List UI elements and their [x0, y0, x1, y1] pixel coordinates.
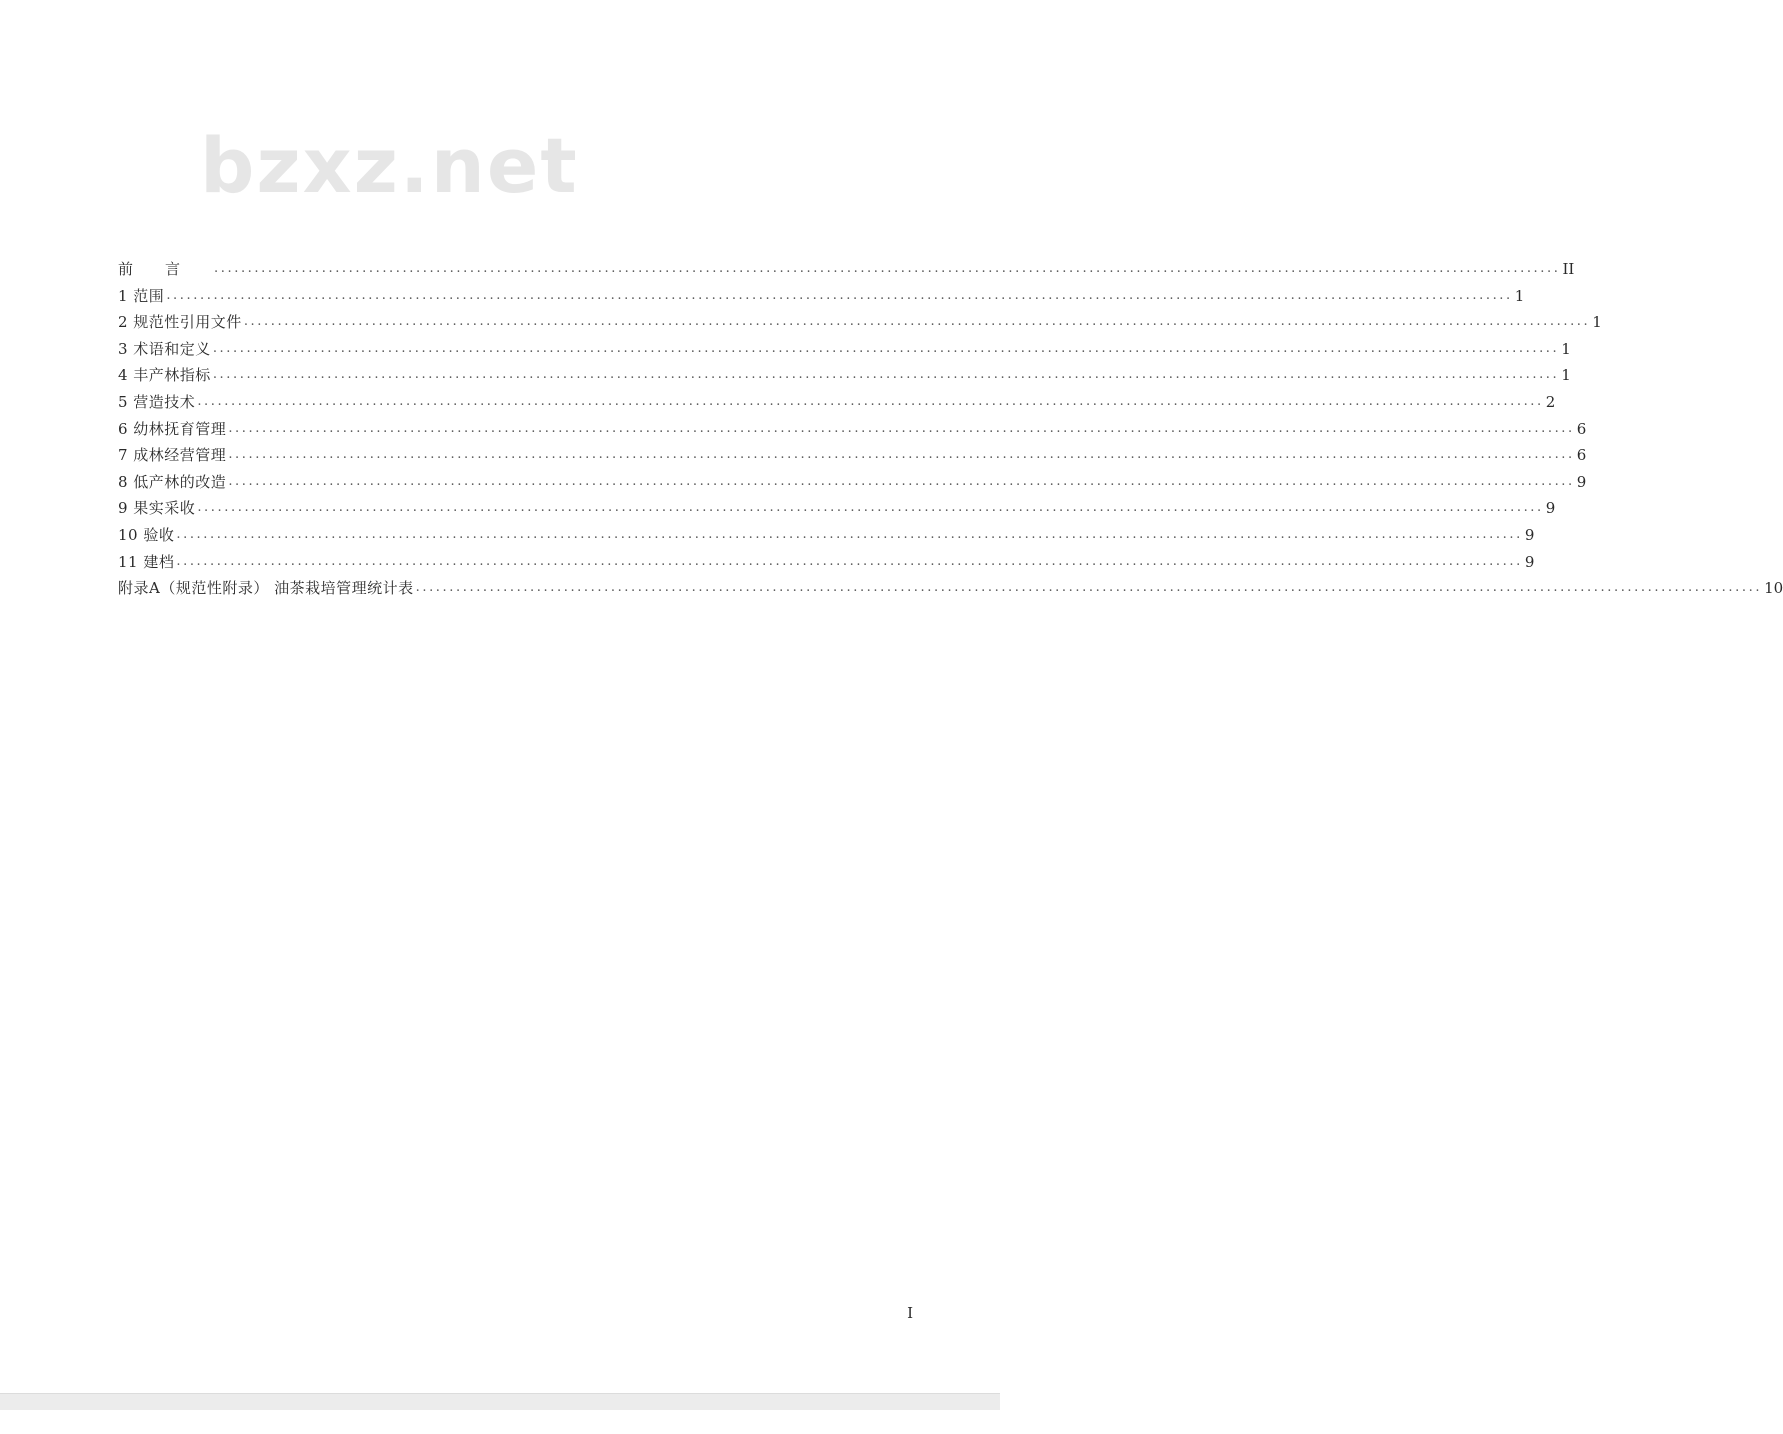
toc-leader-dots: ........................................................................................................................................................................................................ [214, 261, 1561, 276]
toc-entry-page: 9 [1524, 552, 1535, 571]
toc-leader-dots: ........................................................................................................................................................................................................ [197, 500, 1544, 516]
toc-entry-page: 1 [1514, 286, 1525, 305]
toc-entry-page: 6 [1576, 446, 1587, 465]
toc-entry-3[interactable] [118, 336, 1571, 363]
toc-entry-label: 3 术语和定义 [118, 339, 211, 358]
toc-entry-7[interactable] [118, 442, 1587, 469]
toc-entry-1[interactable] [118, 283, 1525, 310]
toc-entry-11[interactable] [118, 549, 1535, 576]
toc-leader-dots: ........................................................................................................................................................................................................ [212, 340, 1560, 356]
toc-entry-9[interactable] [118, 495, 1556, 522]
toc-entry-label: 5 营造技术 [118, 392, 196, 411]
toc-entry-label: 11 建档 [118, 552, 175, 571]
toc-entry-5[interactable] [118, 389, 1556, 416]
page-number: I [907, 1304, 913, 1322]
toc-leader-dots: ........................................................................................................................................................................................................ [228, 420, 1575, 436]
toc-entry-2[interactable] [118, 309, 1602, 336]
toc-entry-label: 4 丰产林指标 [118, 366, 211, 385]
toc-leader-dots: ........................................................................................................................................................................................................ [228, 447, 1575, 463]
watermark: bzxz.net [200, 121, 579, 210]
toc-entry-page: 6 [1576, 419, 1587, 438]
toc-leader-dots: ........................................................................................................................................................................................................ [212, 367, 1560, 383]
toc-entry-label: 2 规范性引用文件 [118, 313, 242, 332]
toc-entry-label: 1 范围 [118, 286, 165, 305]
toc-entry-10[interactable] [118, 522, 1535, 549]
toc-entry-label: 前言 [118, 260, 213, 278]
table-of-contents [118, 256, 1783, 602]
toc-entry-page: 1 [1561, 366, 1571, 385]
toc-entry-page: 9 [1576, 472, 1587, 491]
toc-entry-label: 附录A（规范性附录） 油茶栽培管理统计表 [118, 579, 414, 598]
toc-leader-dots: ........................................................................................................................................................................................................ [415, 580, 1763, 596]
toc-leader-dots: ........................................................................................................................................................................................................ [228, 473, 1575, 489]
toc-entry-label: 8 低产林的改造 [118, 472, 227, 491]
toc-entry-page: II [1562, 260, 1575, 278]
toc-entry-8[interactable] [118, 469, 1587, 496]
toc-entry-label: 10 验收 [118, 525, 175, 544]
toc-entry-label: 6 幼林抚育管理 [118, 419, 227, 438]
toc-leader-dots: ........................................................................................................................................................................................................ [243, 314, 1591, 330]
toc-entry-page: 9 [1545, 499, 1556, 518]
toc-leader-dots: ........................................................................................................................................................................................................ [197, 393, 1544, 409]
toc-entry-page: 10 [1764, 579, 1783, 598]
toc-entry-4[interactable] [118, 362, 1571, 389]
toc-leader-dots: ........................................................................................................................................................................................................ [176, 553, 1523, 569]
toc-entry-page: 9 [1524, 525, 1535, 544]
toc-leader-dots: ........................................................................................................................................................................................................ [176, 526, 1523, 542]
toc-entry-label: 9 果实采收 [118, 499, 196, 518]
toc-entry-page: 1 [1592, 313, 1602, 332]
toc-entry-foreword[interactable] [118, 256, 1575, 283]
toc-leader-dots: ........................................................................................................................................................................................................ [166, 287, 1513, 303]
toc-entry-label: 7 成林经营管理 [118, 446, 227, 465]
toc-entry-page: 2 [1545, 392, 1556, 411]
toc-entry-6[interactable] [118, 416, 1587, 443]
toc-entry-appendix-a[interactable] [118, 575, 1783, 602]
viewer-bottom-bar [0, 1393, 1000, 1410]
toc-entry-page: 1 [1561, 339, 1571, 358]
